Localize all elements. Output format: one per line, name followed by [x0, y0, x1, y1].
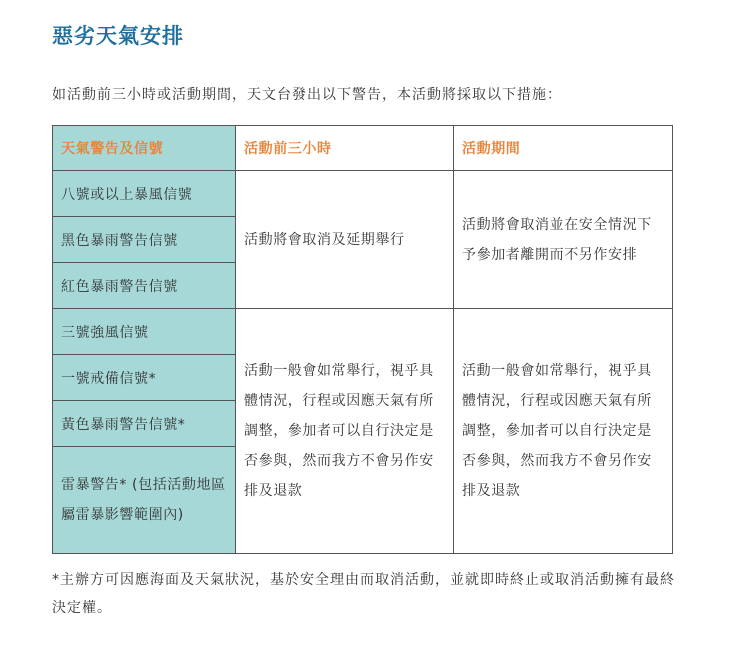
signal-cell: 雷暴警告* (包括活動地區屬雷暴影響範圍內)	[53, 447, 236, 554]
group2-during-cell: 活動一般會如常舉行，視乎具體情況，行程或因應天氣有所調整，參加者可以自行決定是否參與，然而我方不會另作安排及退款	[454, 309, 673, 554]
group2-before-cell: 活動一般會如常舉行，視乎具體情況，行程或因應天氣有所調整，參加者可以自行決定是否參與，然而我方不會另作安排及退款	[236, 309, 454, 554]
header-weather-signals: 天氣警告及信號	[53, 126, 236, 171]
intro-text: 如活動前三小時或活動期間，天文台發出以下警告，本活動將採取以下措施：	[52, 87, 562, 103]
header-before-activity: 活動前三小時	[236, 126, 454, 171]
signal-cell: 八號或以上暴風信號	[53, 171, 236, 217]
signal-cell: 紅色暴雨警告信號	[53, 263, 236, 309]
weather-arrangement-table	[52, 125, 673, 554]
page-title: 惡劣天氣安排	[52, 24, 184, 48]
footnote: *主辦方可因應海面及天氣狀況，基於安全理由而取消活動，並就即時終止或取消活動擁有最終決定權。	[52, 572, 675, 616]
group1-before-cell: 活動將會取消及延期舉行	[236, 171, 454, 309]
group1-during-cell: 活動將會取消並在安全情況下予參加者離開而不另作安排	[454, 171, 673, 309]
signal-cell: 黃色暴雨警告信號*	[53, 401, 236, 447]
signal-cell: 三號強風信號	[53, 309, 236, 355]
table-header-row	[53, 126, 673, 171]
table-row	[53, 309, 673, 355]
header-during-activity: 活動期間	[454, 126, 673, 171]
signal-cell: 一號戒備信號*	[53, 355, 236, 401]
table-row	[53, 171, 673, 217]
signal-cell: 黑色暴雨警告信號	[53, 217, 236, 263]
